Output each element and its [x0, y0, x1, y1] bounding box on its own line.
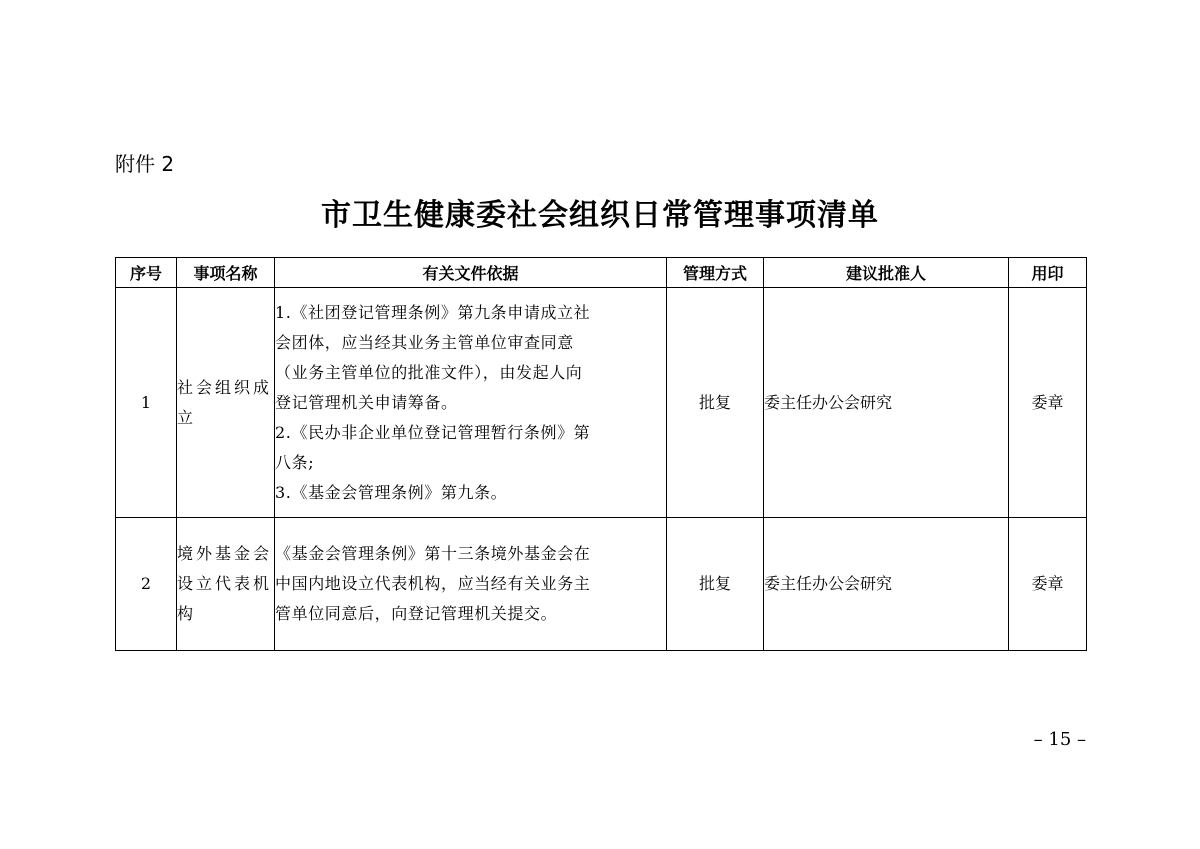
basis-line: 会团体，应当经其业务主管单位审查同意 [275, 332, 574, 352]
basis-line: 八条; [275, 452, 315, 472]
row-seal: 委章 [1009, 518, 1087, 651]
row-management-method: 批复 [667, 518, 764, 651]
basis-line: 1.《社团登记管理条例》第九条申请成立社 [275, 302, 591, 322]
basis-line: 2.《民办非企业单位登记管理暂行条例》第 [275, 422, 591, 442]
row-item-name: 境外基金会设立代表机构 [177, 518, 275, 651]
row-management-method: 批复 [667, 288, 764, 518]
table-header-row [116, 258, 1087, 288]
row-document-basis [275, 518, 667, 651]
document-title: 市卫生健康委社会组织日常管理事项清单 [321, 198, 879, 233]
management-items-table [115, 257, 1087, 651]
basis-line: （业务主管单位的批准文件），由发起人向 [275, 362, 583, 382]
row-item-name: 社会组织成立 [177, 288, 275, 518]
header-serial-number: 序号 [116, 258, 177, 288]
table-row [116, 518, 1087, 651]
basis-line: 登记管理机关申请筹备。 [275, 392, 458, 412]
header-seal: 用印 [1009, 258, 1087, 288]
attachment-label: 附件 2 [115, 152, 175, 176]
page-number: – 15 – [1033, 729, 1086, 750]
header-document-basis: 有关文件依据 [275, 258, 667, 288]
row-serial-number: 2 [116, 518, 177, 651]
table-row [116, 288, 1087, 518]
row-serial-number: 1 [116, 288, 177, 518]
row-suggested-approver: 委主任办公会研究 [764, 288, 1009, 518]
basis-line: 管单位同意后，向登记管理机关提交。 [275, 604, 558, 623]
row-document-basis [275, 288, 667, 518]
row-seal: 委章 [1009, 288, 1087, 518]
basis-line: 《基金会管理条例》第十三条境外基金会在 [275, 544, 591, 563]
header-suggested-approver: 建议批准人 [764, 258, 1009, 288]
basis-line: 中国内地设立代表机构，应当经有关业务主 [275, 574, 591, 593]
header-management-method: 管理方式 [667, 258, 764, 288]
header-item-name: 事项名称 [177, 258, 275, 288]
basis-line: 3.《基金会管理条例》第九条。 [275, 482, 508, 502]
row-suggested-approver: 委主任办公会研究 [764, 518, 1009, 651]
